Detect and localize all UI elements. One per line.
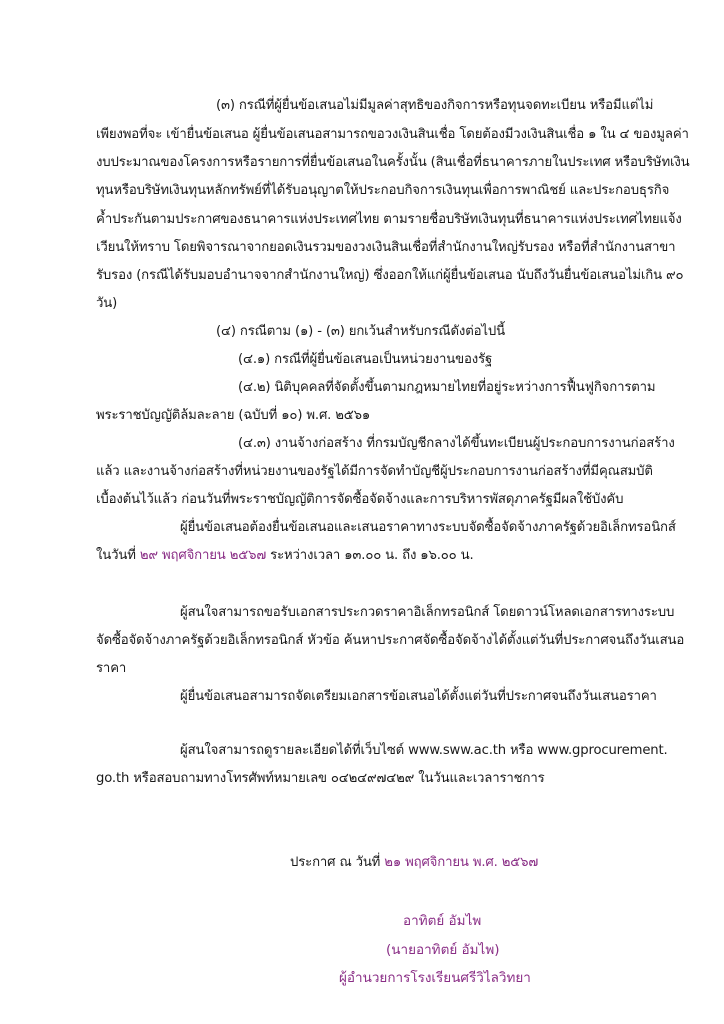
- signer-signature: อาทิตย์ อัมไพ: [403, 913, 482, 929]
- announce-label: ประกาศ ณ วันที่: [290, 855, 381, 870]
- paragraph-line: แล้ว และงานจ้างก่อสร้างที่หน่วยงานของรัฐได้มีการจัดทำบัญชีผู้ประกอบการงานก่อสร้างที่มีคุณสมบัติ: [96, 464, 653, 479]
- paragraph-line: (๓) กรณีที่ผู้ยื่นข้อเสนอไม่มีมูลค่าสุทธิของกิจการหรือทุนจดทะเบียน หรือมีแต่ไม่: [216, 98, 654, 113]
- paragraph-line: ค้ำประกันตามประกาศของธนาคารแห่งประเทศไทย ตามรายชื่อบริษัทเงินทุนที่ธนาคารแห่งประเทศไทยแจ้ง: [96, 212, 682, 227]
- submission-date-line: [96, 546, 474, 566]
- website-line: ผู้สนใจสามารถดูรายละเอียดได้ที่เว็บไซต์ www.sww.ac.th หรือ www.gprocurement.: [180, 743, 668, 758]
- paragraph-line: เพียงพอที่จะ เข้ายื่นข้อเสนอ ผู้ยื่นข้อเสนอสามารถขอวงเงินสินเชื่อ โดยต้องมีวงเงินสินเชื่อ ๑ ใน ๔ ของมูลค่า: [96, 127, 689, 142]
- announce-line: [290, 853, 538, 873]
- submission-date: ๒๙ พฤศจิกายน ๒๕๖๗: [139, 548, 267, 563]
- paragraph-line: งบประมาณของโครงการหรือรายการที่ยื่นข้อเสนอในครั้งนั้น (สินเชื่อที่ธนาคารภายในประเทศ หรือบริษัทเงิน: [96, 155, 690, 170]
- paragraph-line: เบื้องต้นไว้แล้ว ก่อนวันที่พระราชบัญญัติการจัดซื้อจัดจ้างและการบริหารพัสดุภาครัฐมีผลใช้บังคับ: [96, 492, 624, 507]
- submission-time: ระหว่างเวลา ๑๓.๐๐ น. ถึง ๑๖.๐๐ น.: [270, 548, 474, 563]
- announce-date: ๒๑ พฤศจิกายน พ.ศ. ๒๕๖๗: [384, 855, 539, 870]
- paragraph-line: ราคา: [96, 661, 127, 676]
- signer-full-name: (นายอาทิตย์ อัมไพ): [386, 942, 500, 958]
- paragraph-line: ผู้สนใจสามารถขอรับเอกสารประกวดราคาอิเล็กทรอนิกส์ โดยดาวน์โหลดเอกสารทางระบบ: [180, 605, 675, 620]
- date-prefix: ในวันที่: [96, 548, 136, 563]
- paragraph-line: พระราชบัญญัติล้มละลาย (ฉบับที่ ๑๐) พ.ศ. ๒๕๖๑: [96, 408, 371, 423]
- paragraph-line: วัน): [96, 296, 118, 311]
- paragraph-line: รับรอง (กรณีได้รับมอบอำนาจจากสำนักงานใหญ่) ซึ่งออกให้แก่ผู้ยื่นข้อเสนอ นับถึงวันยื่นข้อเสนอไม่เกิน ๙๐: [96, 268, 684, 283]
- paragraph-line: (๔.๑) กรณีที่ผู้ยื่นข้อเสนอเป็นหน่วยงานของรัฐ: [238, 352, 493, 367]
- paragraph-line: จัดซื้อจัดจ้างภาครัฐด้วยอิเล็กทรอนิกส์ หัวข้อ ค้นหาประกาศจัดซื้อจัดจ้างได้ตั้งแต่วันที่ประกาศจนถึงวันเสนอ: [96, 633, 685, 648]
- paragraph-line: (๔) กรณีตาม (๑) - (๓) ยกเว้นสำหรับกรณีดังต่อไปนี้: [216, 324, 505, 339]
- paragraph-line: (๔.๒) นิติบุคคลที่จัดตั้งขึ้นตามกฎหมายไทยที่อยู่ระหว่างการฟื้นฟูกิจการตาม: [238, 380, 656, 395]
- paragraph-line: ผู้ยื่นข้อเสนอต้องยื่นข้อเสนอและเสนอราคาทางระบบจัดซื้อจัดจ้างภาครัฐด้วยอิเล็กทรอนิกส์: [180, 520, 676, 535]
- signer-position: ผู้อำนวยการโรงเรียนศรีวิไลวิทยา: [339, 970, 531, 986]
- paragraph-line: เวียนให้ทราบ โดยพิจารณาจากยอดเงินรวมของวงเงินสินเชื่อที่สำนักงานใหญ่รับรอง หรือที่สำนักงานสาขา: [96, 240, 676, 255]
- paragraph-line: ทุนหรือบริษัทเงินทุนหลักทรัพย์ที่ได้รับอนุญาตให้ประกอบกิจการเงินทุนเพื่อการพาณิชย์ และประกอบธุรกิจ: [96, 183, 670, 198]
- phone-line: go.th หรือสอบถามทางโทรศัพท์หมายเลข ๐๔๒๔๙๗๔๒๙ ในวันและเวลาราชการ: [96, 771, 545, 786]
- paragraph-line: ผู้ยื่นข้อเสนอสามารถจัดเตรียมเอกสารข้อเสนอได้ตั้งแต่วันที่ประกาศจนถึงวันเสนอราคา: [180, 689, 657, 704]
- paragraph-line: (๔.๓) งานจ้างก่อสร้าง ที่กรมบัญชีกลางได้ขึ้นทะเบียนผู้ประกอบการงานก่อสร้าง: [238, 436, 675, 451]
